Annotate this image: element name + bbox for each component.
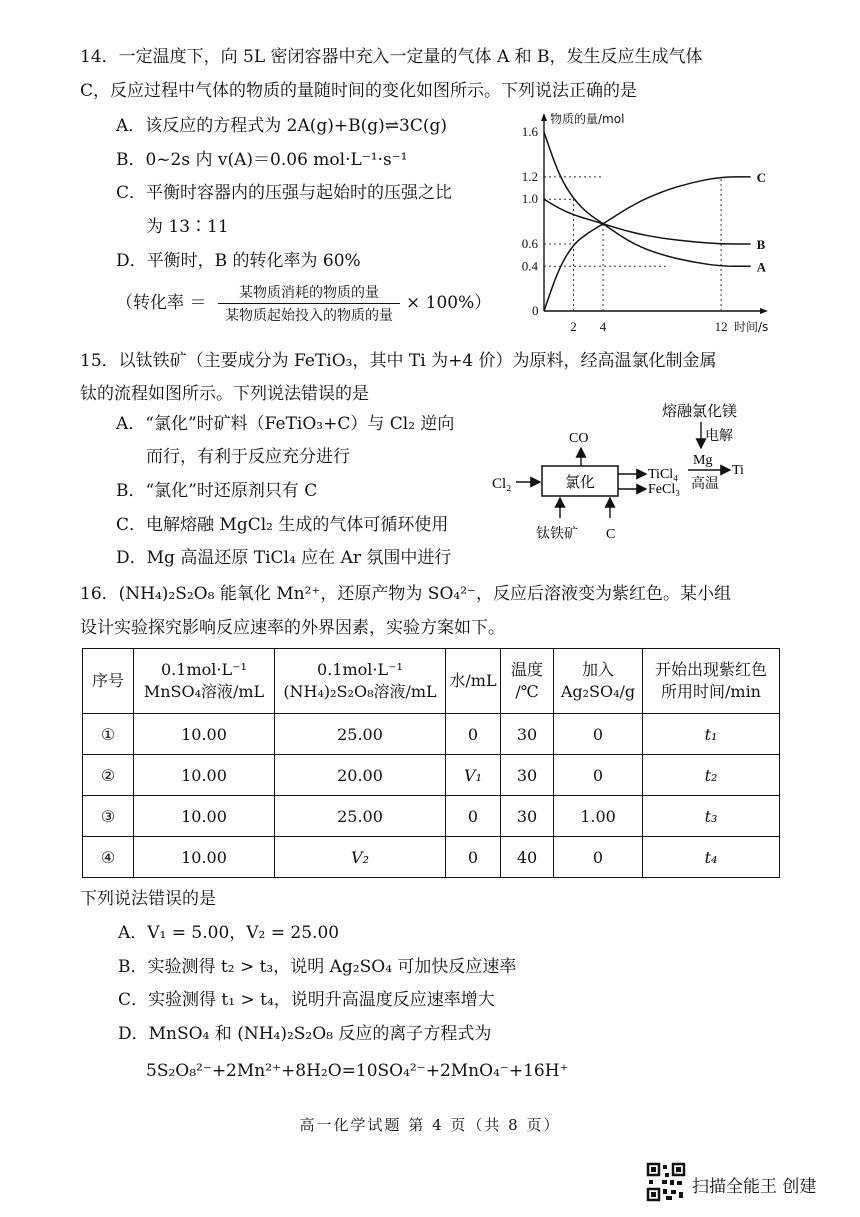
q15-option-d: D．Mg 高温还原 TiCl₄ 应在 Ar 氛围中进行 [116, 548, 452, 568]
q14-option-a: A．该反应的方程式为 2A(g)+B(g)⇌3C(g) [116, 116, 448, 136]
table-header-cell: 开始出现紫红色 所用时间/min [643, 649, 780, 714]
table-cell: ④ [83, 837, 134, 878]
table-cell: V₁ [446, 755, 501, 796]
qr-code-icon [646, 1162, 686, 1202]
table-cell: 1.00 [554, 796, 643, 837]
table-cell: V₂ [275, 837, 446, 878]
amount-time-chart [506, 106, 776, 336]
q16-stem-line2: 设计实验探究影响反应速率的外界因素，实验方案如下。 [80, 618, 505, 638]
y-tick-label: 1.2 [521, 168, 538, 184]
q15-option-a: A．“氯化”时矿料（FeTiO₃+C）与 Cl₂ 逆向 [116, 414, 455, 434]
table-cell: 25.00 [275, 714, 446, 755]
conversion-formula-prefix: （转化率 ＝ [116, 293, 207, 313]
table-header-row [83, 649, 780, 714]
q16-option-d: D．MnSO₄ 和 (NH₄)₂S₂O₈ 反应的离子方程式为 [118, 1024, 492, 1044]
q15-option-b: B．“氯化”时还原剂只有 C [116, 481, 318, 501]
q16-option-a: A．V₁ = 5.00，V₂ = 25.00 [118, 923, 340, 943]
q14-option-c: C．平衡时容器内的压强与起始时的压强之比 [116, 183, 453, 203]
table-cell: ③ [83, 796, 134, 837]
series-label-B: B [756, 236, 766, 252]
table-row [83, 755, 780, 796]
flow-high-temp-label: 高温 [691, 476, 719, 492]
scanner-watermark: 扫描全能王 创建 [692, 1177, 817, 1197]
page-footer: 高一化学试题 第 4 页（共 8 页） [299, 1116, 561, 1134]
table-cell: 30 [501, 796, 554, 837]
y-tick-label: 0.6 [521, 235, 538, 251]
table-cell: 10.00 [134, 837, 275, 878]
flow-ti-label: Ti [732, 463, 744, 478]
table-cell: 10.00 [134, 755, 275, 796]
q16-prompt: 下列说法错误的是 [80, 889, 216, 909]
table-row [83, 796, 780, 837]
flow-ilmenite-label: 钛铁矿 [536, 526, 578, 542]
table-cell: 10.00 [134, 796, 275, 837]
experiment-table [82, 648, 780, 878]
table-cell: 10.00 [134, 714, 275, 755]
x-tick-label: 4 [599, 319, 607, 334]
series-label-C: C [756, 169, 767, 185]
table-cell: t₂ [643, 755, 780, 796]
q15-stem-line2: 钛的流程如图所示。下列说法错误的是 [80, 384, 369, 404]
table-header-cell: 0.1mol·L⁻¹ MnSO₄溶液/mL [134, 649, 275, 714]
q15-option-c: C．电解熔融 MgCl₂ 生成的气体可循环使用 [116, 515, 449, 535]
table-header-cell: 水/mL [446, 649, 501, 714]
q16-stem-line1: 16．(NH₄)₂S₂O₈ 能氧化 Mn²⁺，还原产物为 SO₄²⁻，反应后溶液变为紫红色。某小组 [80, 584, 731, 604]
table-cell: 0 [554, 755, 643, 796]
formula-numerator: 某物质消耗的物质的量 [218, 282, 400, 304]
x-tick-label: 12 [714, 319, 728, 334]
y-tick-label: 1.0 [521, 191, 538, 207]
table-cell: 0 [446, 796, 501, 837]
table-cell: 30 [501, 755, 554, 796]
origin-label: 0 [532, 303, 539, 318]
table-cell: 25.00 [275, 796, 446, 837]
table-cell: ① [83, 714, 134, 755]
y-tick-label: 0.4 [521, 258, 538, 274]
flow-molten-mgcl2-label: 熔融氯化镁 [662, 402, 738, 420]
table-cell: 20.00 [275, 755, 446, 796]
formula-denominator: 某物质起始投入的物质的量 [225, 308, 393, 324]
table-cell: ② [83, 755, 134, 796]
table-row [83, 837, 780, 878]
q14-stem-line2: C，反应过程中气体的物质的量随时间的变化如图所示。下列说法正确的是 [80, 81, 638, 101]
flow-cl2-label: Cl₂ [492, 476, 512, 492]
table-row [83, 714, 780, 755]
table-header-cell: 加入 Ag₂SO₄/g [554, 649, 643, 714]
flow-carbon-label: C [606, 527, 616, 542]
flow-fecl3-label: FeCl₃ [648, 482, 681, 497]
x-axis-arrow [760, 308, 768, 314]
series-label-A: A [756, 259, 767, 275]
q14-option-c-cont: 为 13∶11 [146, 217, 229, 237]
flow-ticl4-label: TiCl₄ [648, 467, 679, 482]
conversion-formula-suffix: × 100%） [406, 293, 492, 313]
q14-option-b: B．0~2s 内 v(A)＝0.06 mol·L⁻¹·s⁻¹ [116, 150, 408, 170]
q16-option-c: C．实验测得 t₁ > t₄，说明升高温度反应速率增大 [118, 990, 495, 1010]
q16-option-b: B．实验测得 t₂ > t₃，说明 Ag₂SO₄ 可加快反应速率 [118, 957, 517, 977]
table-cell: 40 [501, 837, 554, 878]
table-cell: 0 [554, 714, 643, 755]
titanium-process-flow [486, 396, 776, 546]
table-header-cell: 序号 [83, 649, 134, 714]
flow-chlorination-label: 氯化 [564, 473, 596, 491]
y-tick-label: 1.6 [521, 124, 538, 140]
table-header-cell: 温度 /℃ [501, 649, 554, 714]
flow-electrolysis-label: 电解 [705, 428, 733, 444]
table-cell: 0 [554, 837, 643, 878]
x-axis-title: 时间/s [734, 320, 769, 334]
series-line-B [544, 199, 751, 244]
table-cell: t₄ [643, 837, 780, 878]
flow-co-label: CO [569, 431, 589, 446]
series-line-A [544, 132, 751, 266]
q14-option-d: D．平衡时，B 的转化率为 60% [116, 251, 361, 271]
flow-mg-label: Mg [693, 453, 713, 468]
q14-stem-line1: 14．一定温度下，向 5L 密闭容器中充入一定量的气体 A 和 B，发生反应生成气体 [80, 47, 703, 67]
table-cell: 30 [501, 714, 554, 755]
y-axis-title: 物质的量/mol [550, 112, 625, 126]
conversion-formula-fraction [218, 282, 400, 325]
table-cell: t₃ [643, 796, 780, 837]
table-cell: 0 [446, 714, 501, 755]
table-cell: t₁ [643, 714, 780, 755]
q15-stem-line1: 15．以钛铁矿（主要成分为 FeTiO₃，其中 Ti 为+4 价）为原料，经高温氯化制金属 [80, 351, 717, 371]
q16-ionic-equation: 5S₂O₈²⁻+2Mn²⁺+8H₂O=10SO₄²⁻+2MnO₄⁻+16H⁺ [146, 1061, 569, 1081]
table-cell: 0 [446, 837, 501, 878]
q15-option-a-cont: 而行，有利于反应充分进行 [146, 447, 350, 467]
x-tick-label: 2 [570, 319, 577, 334]
y-axis-arrow [541, 113, 547, 121]
table-header-cell: 0.1mol·L⁻¹ (NH₄)₂S₂O₈溶液/mL [275, 649, 446, 714]
